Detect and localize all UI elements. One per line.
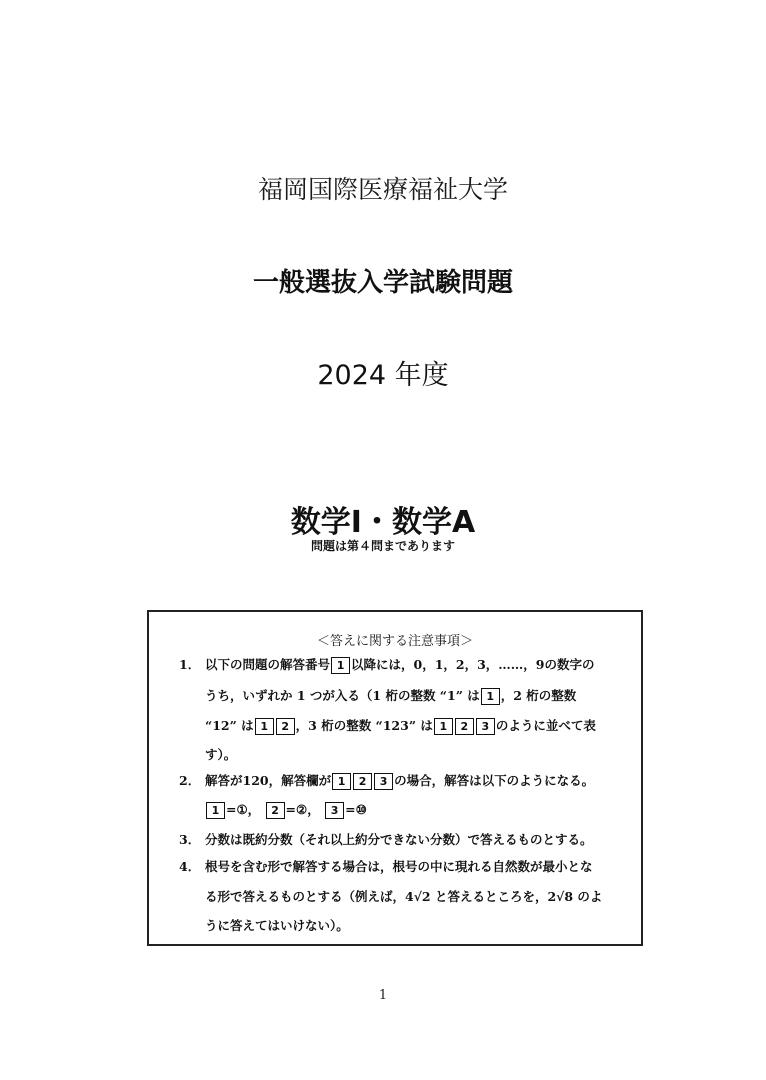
text: =⑩ (345, 802, 367, 817)
answer-box: 1 (331, 657, 350, 674)
notice-item-4-line-1 (179, 858, 593, 876)
answer-box: 1 (332, 773, 351, 790)
text: うに答えてはいけない）。 (205, 918, 349, 933)
text: る形で答えるものとする（例えば，4√2 と答えるところを，2√8 のよ (205, 889, 603, 904)
text: =②， (285, 802, 320, 817)
notice-item-2-line-2 (205, 801, 367, 819)
text: の場合，解答は以下のようになる。 (394, 773, 595, 788)
exam-year: 2024 年度 (317, 360, 449, 391)
subject-note: 問題は第４問まであります (310, 539, 455, 553)
text: 以降には，0，1，2，3，……，9の数字の (351, 657, 595, 672)
notice-item-2-line-1 (179, 772, 594, 790)
answer-box: 1 (481, 688, 500, 705)
answer-box: 2 (353, 773, 372, 790)
text: “12” は (205, 718, 254, 733)
university-name: 福岡国際医療福祉大学 (257, 175, 508, 204)
text: 解答が120，解答欄が (205, 773, 332, 788)
item-number: 2． (179, 773, 201, 788)
answer-box: 1 (255, 718, 274, 735)
answer-box: 3 (374, 773, 393, 790)
notice-item-1-line-3 (205, 717, 596, 735)
answer-box: 3 (325, 802, 344, 819)
text: 分数は既約分数（それ以上約分できない分数）で答えるものとする。 (205, 832, 593, 847)
text: うち，いずれか 1 つが入る（1 桁の整数 “1” は (205, 688, 480, 703)
notice-item-4-line-3 (205, 917, 349, 935)
text: ，3 桁の整数 “123” は (295, 718, 433, 733)
notice-item-1-line-2 (205, 687, 576, 705)
answer-box: 1 (434, 718, 453, 735)
notice-item-1-line-1 (179, 656, 595, 674)
text: 根号を含む形で解答する場合は，根号の中に現れる自然数が最小とな (205, 859, 593, 874)
answer-box: 2 (276, 718, 295, 735)
notice-item-3-line-1 (179, 831, 593, 849)
answer-notice-box (147, 610, 643, 946)
text: 以下の問題の解答番号 (205, 657, 331, 672)
item-number: 1． (179, 657, 201, 672)
text: ，2 桁の整数 (500, 688, 577, 703)
text: のように並べて表 (495, 718, 596, 733)
answer-box: 2 (266, 802, 285, 819)
subject-title: 数学Ⅰ・数学A (290, 505, 476, 540)
text: す）。 (205, 747, 237, 762)
text: =①， (226, 802, 261, 817)
item-number: 4． (179, 859, 201, 874)
item-number: 3． (179, 832, 201, 847)
answer-box: 3 (476, 718, 495, 735)
page-number: 1 (378, 988, 388, 1003)
notice-title: ＜答えに関する注意事項＞ (316, 634, 473, 649)
notice-item-1-line-4 (205, 746, 236, 764)
answer-box: 2 (455, 718, 474, 735)
exam-title: 一般選抜入学試験問題 (252, 268, 513, 298)
notice-item-4-line-2 (205, 888, 602, 906)
answer-box: 1 (206, 802, 225, 819)
